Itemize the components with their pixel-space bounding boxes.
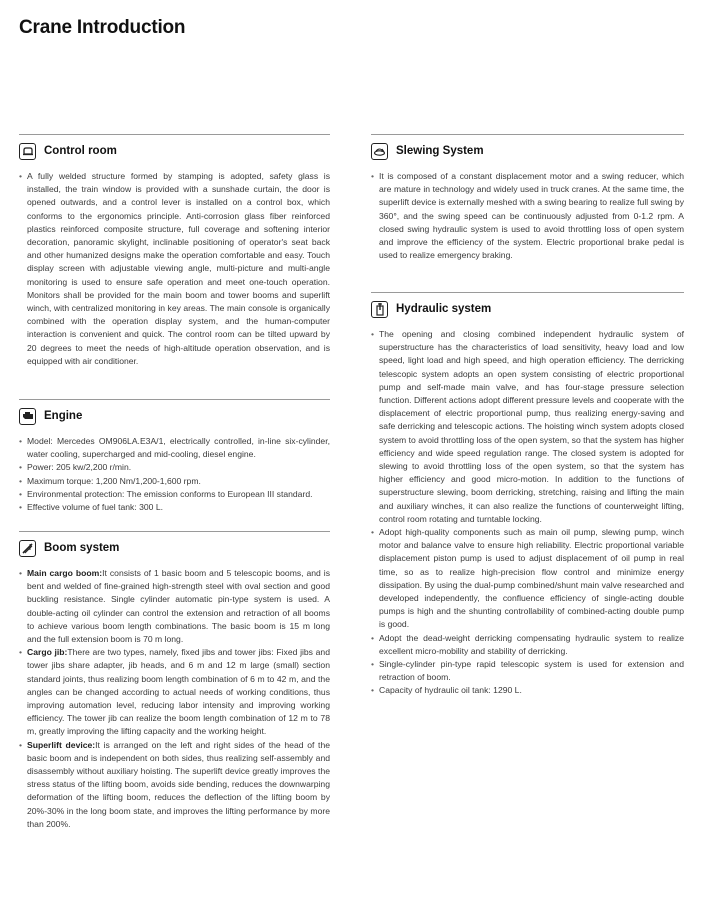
slewing-system-header	[371, 134, 684, 162]
list-item: • Power: 205 kw/2,200 r/min.	[19, 461, 330, 474]
section-title: Control room	[44, 145, 117, 157]
boom-icon	[19, 540, 36, 557]
control-room-section	[19, 134, 330, 368]
control-room-header	[19, 134, 330, 162]
list-item	[19, 646, 330, 738]
list-item: • Adopt high-quality components such as main oil pump, slewing pump, winch motor and balance valve to ensure high reliability. Electric proportional variable displacement piston pump is used to adjust displacement of oil pump in real time, so as to realize high-precision flow control and minimize energy dissipation. By using the dual-pump combined/shunt main valve researched and developed independently, the confluence efficiency of single-acting double pumps is high and the shunting controllability of combined-acting double pump is good.	[371, 526, 684, 632]
boom-system-header	[19, 531, 330, 559]
slewing-icon	[371, 143, 388, 160]
slewing-system-section	[371, 134, 684, 262]
section-title: Boom system	[44, 542, 120, 554]
section-title: Slewing System	[396, 145, 484, 157]
list-item: • Single-cylinder pin-type rapid telescopic system is used for extension and retraction of boom.	[371, 658, 684, 684]
list-item: • Model: Mercedes OM906LA.E3A/1, electrically controlled, in-line six-cylinder, water cooling, supercharged and mid-cooling, diesel engine.	[19, 435, 330, 461]
list-item: • Adopt the dead-weight derricking compensating hydraulic system to realize excellent micro-mobility and stability of derricking.	[371, 632, 684, 658]
hydraulic-system-header	[371, 292, 684, 320]
list-item: • The opening and closing combined independent hydraulic system of superstructure has the characteristics of load sensitivity, heavy load and low speed, light load and high speed, and high operation efficiency. The derricking telescopic system adopts an open system consisting of electric proportional pump and self-made main valve, and has four-stage pressure selection function. Different actions adopt different pressure levels and cooperate with the displacement of electric proportional pump, thus realizing energy-saving and safe derricking and telescopic actions. The hoisting winch system adopts closed system to avoid throttling loss of the open system, so that the system has higher efficiency and wide speed regulation range. The closed system is adopted for slewing to avoid throttling loss of the open system, so that the system has higher efficiency and good micro-motion. In addition to the functions of superstructure slewing, boom derricking, stretching, raising and lifting the main and auxiliary winches, it can also realize the functions of counterweight lifting, control room rotating and turntable locking.	[371, 328, 684, 526]
list-item: • Environmental protection: The emission conforms to European III standard.	[19, 488, 330, 501]
item-label: Cargo jib:	[27, 647, 68, 658]
list-item	[19, 739, 330, 831]
item-label: Main cargo boom:	[27, 568, 103, 578]
list-item	[19, 567, 330, 646]
boom-system-section	[19, 531, 330, 831]
list-item: • It is composed of a constant displacement motor and a swing reducer, which are mature in technology and widely used in truck cranes. At the same time, the superlift device is externally meshed with a swing bearing to realize full swing by 360°, and the swing speed can be continuously adjusted from 0-1.2 rpm. A closed swing hydraulic system is used to avoid throttling loss of open system and improve the efficiency of the system. Electric proportional brake pedal is used to realize emergency braking.	[371, 170, 684, 262]
list-item: • A fully welded structure formed by stamping is adopted, safety glass is installed, the train window is provided with a sunshade curtain, the door is opened outwards, and a control lever is installed on a control box, which conforms to the ergonomics principle. Anti-corrosion glass fiber reinforced plastics reinforced composite structure, full coverage and softening interior decoration, panoramic skylight, inclinable positioning of operator's seat back and other humanized designs make the operation comfortable and easy. Touch display screen with adjustable viewing angle, multi-picture and multi-angle monitoring is used to ensure safe operation and meet one-touch operation. Monitors shall be provided for the main boom and tower booms and superlift winch, with centralized monitoring in key areas. The main console is organically combined with the operation display system, and the human-computer interaction is convenient and quick. The control room can be tilted upward by 20 degrees to meet the needs of high-altitude operation observation, and is equipped with air conditioner.	[19, 170, 330, 368]
item-text: It is arranged on the left and right sides of the head of the basic boom and is independent on both sides, thus realizing self-assembly and disassembly without auxiliary hoisting. The superlift device greatly improves the stress status of the lifting boom, avoids side bending, reduces the downwarping deformation of the lifting boom, reduces the deflection of the lifting boom by 20%-30% in the long boom state, and improves the lifting performance by more than 200%.	[27, 739, 330, 829]
item-text: There are two types, namely, fixed jibs and tower jibs: Fixed jibs and tower jibs share adapter, jib heads, and 6 m and 12 m large (small) section standard joints, thus realizing boom length combination of 6 m to 42 m, and the angles can be changed according to actual needs of working conditions, thus improving automation level, reducing labor intensity and improving working efficiency. The tower jib can realize the boom length combination of 12 m to 78 m, greatly improving the lifting capacity and the working height.	[27, 647, 330, 737]
item-label: Superlift device:	[27, 739, 96, 750]
list-item: • Effective volume of fuel tank: 300 L.	[19, 501, 330, 514]
engine-section	[19, 399, 330, 514]
list-item: • Maximum torque: 1,200 Nm/1,200-1,600 rpm.	[19, 475, 330, 488]
seat-icon	[19, 143, 36, 160]
section-title: Engine	[44, 410, 83, 422]
item-text: It consists of 1 basic boom and 5 telescopic booms, and is bent and welded of fine-grained high-strength steel with oval section and good buckling resistance. Single cylinder automatic pin-type system is used. A double-acting oil cylinder can control the extension and retraction of all booms to achieve various boom length combinations. The basic boom is 15 m long and the full extension boom is 70 m long.	[27, 568, 330, 645]
engine-icon	[19, 408, 36, 425]
list-item: • Capacity of hydraulic oil tank: 1290 L.	[371, 684, 684, 697]
hydraulic-system-section	[371, 292, 684, 698]
hydraulic-icon	[371, 301, 388, 318]
engine-header	[19, 399, 330, 427]
page-title: Crane Introduction	[19, 17, 186, 38]
section-title: Hydraulic system	[396, 303, 492, 315]
